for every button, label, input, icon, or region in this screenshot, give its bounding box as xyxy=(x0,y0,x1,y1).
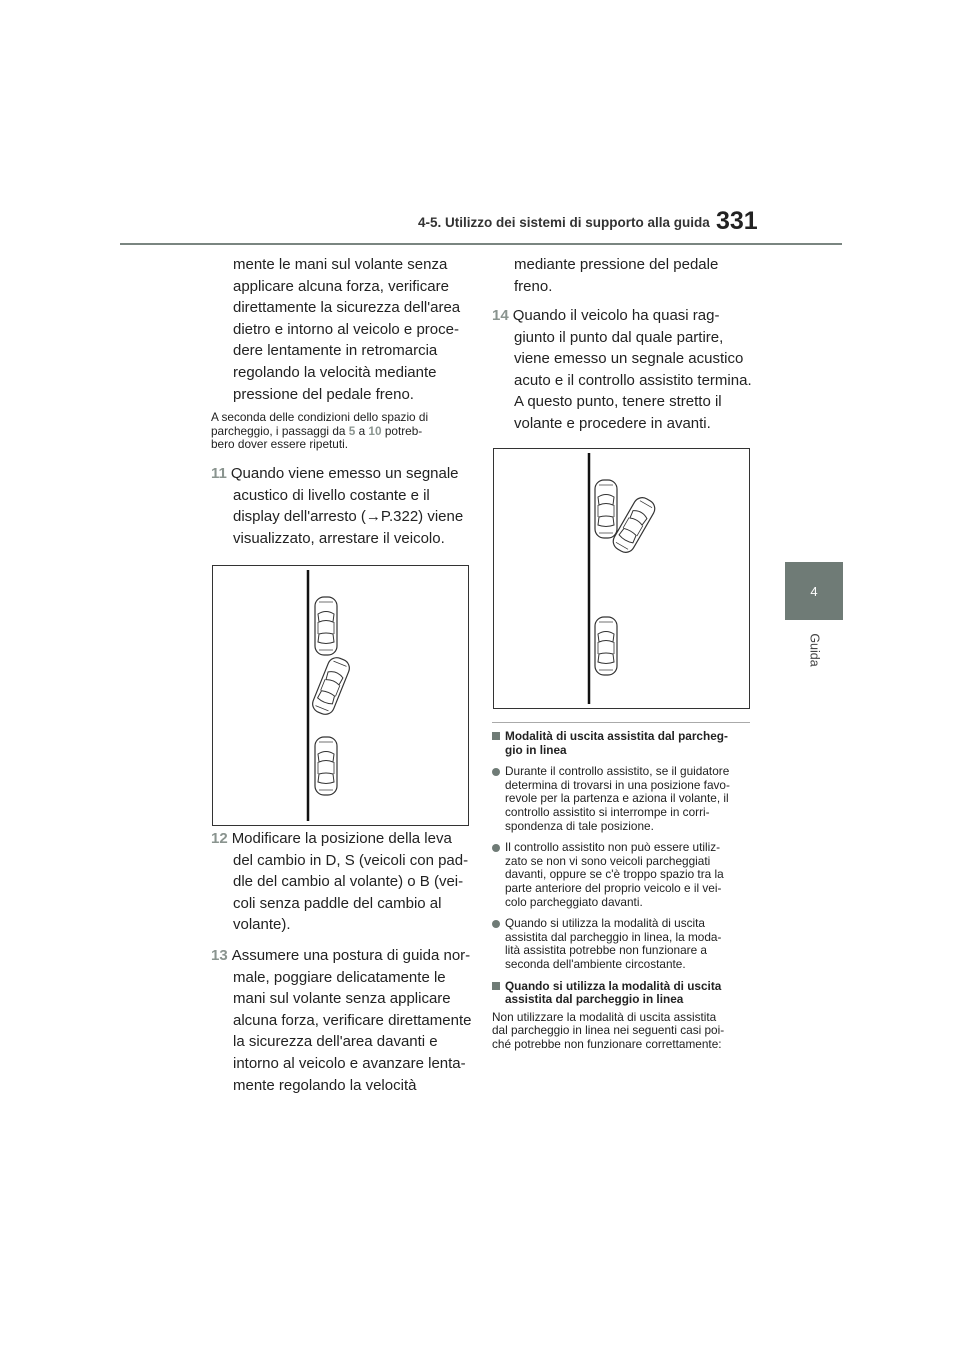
chapter-tab-number: 4 xyxy=(810,583,818,599)
text-line: applicare alcuna forza, verificare xyxy=(233,277,449,295)
section-body xyxy=(492,1011,754,1052)
step-text: Quando il veicolo ha quasi rag- xyxy=(512,307,720,324)
step-12 xyxy=(211,828,473,936)
bullet-line: determina di trovarsi in una posizione favo- xyxy=(505,777,730,792)
step-text: acustico di livello costante e il xyxy=(233,486,430,504)
step-text: mani sul volante senza applicare xyxy=(233,990,451,1008)
text-line: direttamente la sicurezza dell'area xyxy=(233,299,461,317)
list-item xyxy=(492,917,754,971)
parking-illustration-right xyxy=(493,448,750,709)
step-number: 11 xyxy=(211,465,227,482)
list-item xyxy=(492,765,754,833)
bullet-line: zato se non vi sono veicoli parcheggiati xyxy=(505,853,711,868)
step-text: intorno al veicolo e avanzare lenta- xyxy=(233,1054,466,1072)
step-number: 14 xyxy=(492,307,509,324)
step-text: coli senza paddle del cambio al xyxy=(233,894,442,912)
step-text: la sicurezza dell'area davanti e xyxy=(233,1033,438,1051)
section-title xyxy=(492,730,754,757)
step-text: Quando viene emesso un segnale xyxy=(230,465,459,482)
step-text: acuto e il controllo assistito termina. xyxy=(514,371,752,389)
text-line: dietro e intorno al veicolo e proce- xyxy=(233,320,459,338)
bullet-line: assistita dal parcheggio in linea, la moda- xyxy=(505,929,722,944)
parking-diagram xyxy=(494,449,749,708)
note-line: bero dover essere ripetuti. xyxy=(211,437,349,452)
parking-illustration-left xyxy=(212,565,469,826)
square-bullet-icon xyxy=(492,982,500,990)
header-rule xyxy=(120,243,842,245)
own-car xyxy=(310,655,352,717)
parking-diagram xyxy=(213,566,468,825)
title-line: Modalità di uscita assistita dal parcheg- xyxy=(505,729,728,743)
left-continuation xyxy=(211,254,495,405)
step-text: mente regolando la velocità xyxy=(233,1076,417,1094)
step-text: dle del cambio al volante) o B (vei- xyxy=(233,873,464,891)
section-header: 4-5. Utilizzo dei sistemi di supporto alla guida xyxy=(418,215,710,230)
bullet-line: seconda dell'ambiente circostante. xyxy=(505,956,686,971)
title-line: assistita dal parcheggio in linea xyxy=(505,992,684,1007)
step-text: viene emesso un segnale acustico xyxy=(514,350,744,368)
right-continuation xyxy=(492,254,776,297)
bullet-line: Il controllo assistito non può essere utiliz- xyxy=(505,840,721,855)
bullet-line: revole per la partenza e aziona il volante, il xyxy=(505,791,729,806)
bullet-line: davanti, oppure se c'è troppo spazio tra la xyxy=(505,867,724,882)
text-line: mediante pressione del pedale xyxy=(514,256,719,273)
step-text: volante). xyxy=(233,916,291,934)
step-text: giunto il punto dal quale partire, xyxy=(514,328,724,346)
page-number: 331 xyxy=(716,207,758,235)
square-bullet-icon xyxy=(492,732,500,740)
step-14 xyxy=(492,305,754,435)
parked-car-rear xyxy=(595,617,617,675)
body-line: ché potrebbe non funzionare correttamente: xyxy=(492,1036,722,1051)
step-11 xyxy=(211,463,473,549)
step-text: Modificare la posizione della leva xyxy=(231,830,452,847)
section-exit-mode xyxy=(492,730,754,1051)
note-line xyxy=(211,425,473,439)
text-line: regolando la velocità mediante xyxy=(233,363,437,381)
text-line: mente le mani sul volante senza xyxy=(233,256,448,273)
list-item xyxy=(492,841,754,909)
body-line: dal parcheggio in linea nei seguenti casi poi- xyxy=(492,1023,725,1038)
step-text: alcuna forza, verificare direttamente xyxy=(233,1011,472,1029)
note-text: potreb- xyxy=(381,423,423,438)
bullet-line: colo parcheggiato davanti. xyxy=(505,894,643,909)
bullet-line: parte anteriore del proprio veicolo e il vei- xyxy=(505,880,722,895)
note-line: A seconda delle condizioni dello spazio di xyxy=(211,410,429,424)
bullet-line: Durante il controllo assistito, se il guidatore xyxy=(505,764,730,779)
note-text: parcheggio, i passaggi da xyxy=(211,423,349,438)
section-title xyxy=(492,980,754,1007)
section-divider xyxy=(492,722,750,723)
bullet-line: Quando si utilizza la modalità di uscita xyxy=(505,916,705,931)
step-text: volante e procedere in avanti. xyxy=(514,414,711,432)
step-number: 12 xyxy=(211,830,228,847)
text-line: pressione del pedale freno. xyxy=(233,385,414,403)
step-text: del cambio in D, S (veicoli con pad- xyxy=(233,851,469,869)
bullet-line: spondenza di tale posizione. xyxy=(505,818,654,833)
step-text: visualizzato, arrestare il veicolo. xyxy=(233,529,445,547)
parked-car-front xyxy=(595,480,617,538)
chapter-label-text: Guida xyxy=(807,633,822,667)
chapter-label xyxy=(775,630,855,670)
body-line: Non utilizzare la modalità di uscita assistita xyxy=(492,1009,717,1024)
step-text: display dell'arresto (→P.322) viene xyxy=(233,508,464,526)
chapter-tab[interactable] xyxy=(785,562,843,620)
repeat-note xyxy=(211,411,473,452)
bullet-line: controllo assistito si interrompe in corri- xyxy=(505,804,710,819)
step-text: A questo punto, tenere stretto il xyxy=(514,393,722,411)
step-13 xyxy=(211,945,473,1096)
step-ref: 10 xyxy=(368,423,382,438)
circle-bullet-icon xyxy=(492,844,500,852)
step-ref: 5 xyxy=(348,423,356,438)
text-line: freno. xyxy=(514,277,553,295)
text-line: dere lentamente in retromarcia xyxy=(233,342,438,360)
circle-bullet-icon xyxy=(492,920,500,928)
title-line: Quando si utilizza la modalità di uscita xyxy=(505,978,722,993)
title-line: gio in linea xyxy=(505,742,567,757)
step-text: male, poggiare delicatamente le xyxy=(233,968,446,986)
parked-car-front xyxy=(315,597,337,655)
circle-bullet-icon xyxy=(492,768,500,776)
step-number: 13 xyxy=(211,947,228,964)
parked-car-rear xyxy=(315,737,337,795)
step-text: Assumere una postura di guida nor- xyxy=(231,947,471,964)
note-text: a xyxy=(355,423,369,438)
bullet-line: lità assistita potrebbe non funzionare a xyxy=(505,943,707,958)
